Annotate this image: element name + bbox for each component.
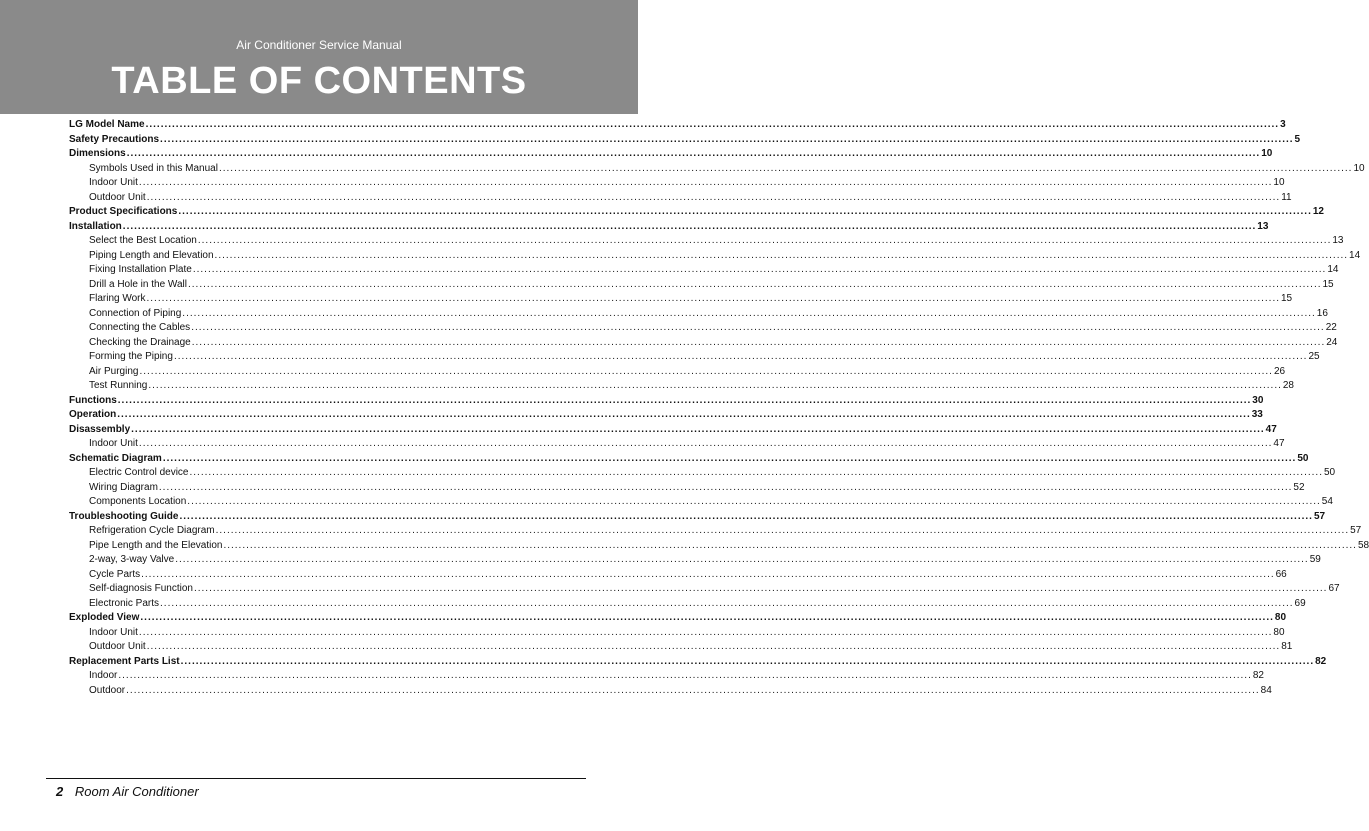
toc-leader-dots: ............................................................................................................................................................................................................................................................................................................ xyxy=(178,206,1312,217)
toc-entry-label: Schematic Diagram xyxy=(69,452,162,464)
toc-leader-dots: ............................................................................................................................................................................................................................................................................................................ xyxy=(138,177,1273,188)
toc-entry-page: 84 xyxy=(1260,684,1272,696)
toc-entry-label: Flaring Work xyxy=(89,293,146,304)
toc-leader-dots: ............................................................................................................................................................................................................................................................................................................ xyxy=(126,684,1260,696)
toc-entry-page: 58 xyxy=(1357,539,1369,551)
toc-entry-label: 2-way, 3-way Valve xyxy=(89,554,175,565)
toc-leader-dots: ............................................................................................................................................................................................................................................................................................................ xyxy=(139,365,1273,377)
toc-entry-label: Connecting the Cables xyxy=(89,322,191,333)
toc-leader-dots: ............................................................................................................................................................................................................................................................................................................ xyxy=(179,510,1313,522)
toc-entry[interactable] xyxy=(69,379,1294,394)
toc-entry-page: 13 xyxy=(1257,220,1269,232)
toc-entry-label: Wiring Diagram xyxy=(89,481,158,493)
toc-entry-label: Electric Control device xyxy=(89,467,189,478)
toc-entry-page: 15 xyxy=(1281,293,1293,304)
toc-entry-label: Cycle Parts xyxy=(89,568,141,580)
header-band xyxy=(0,0,638,114)
toc-leader-dots: ............................................................................................................................................................................................................................................................................................................ xyxy=(215,525,1350,536)
toc-entry-page: 30 xyxy=(1252,394,1264,406)
toc-entry[interactable] xyxy=(69,205,1324,220)
toc-entry[interactable] xyxy=(69,553,1321,568)
toc-entry-label: Installation xyxy=(69,220,122,232)
toc-entry[interactable] xyxy=(69,292,1293,307)
toc-entry-page: 12 xyxy=(1312,206,1324,217)
toc-leader-dots: ............................................................................................................................................................................................................................................................................................................ xyxy=(180,655,1315,667)
toc-entry-page: 82 xyxy=(1315,655,1327,667)
toc-entry-label: Outdoor xyxy=(89,684,126,696)
manual-subtitle: Air Conditioner Service Manual xyxy=(236,38,402,52)
toc-entry-label: Dimensions xyxy=(69,148,126,159)
toc-leader-dots: ............................................................................................................................................................................................................................................................................................................ xyxy=(214,249,1349,261)
toc-leader-dots: ............................................................................................................................................................................................................................................................................................................ xyxy=(189,467,1323,478)
toc-entry-page: 52 xyxy=(1293,481,1305,493)
toc-leader-dots: ............................................................................................................................................................................................................................................................................................................ xyxy=(117,394,1252,406)
toc-entry-page: 3 xyxy=(1280,119,1286,130)
toc-entry-page: 10 xyxy=(1261,148,1273,159)
toc-entry-label: Connection of Piping xyxy=(89,307,182,319)
toc-entry[interactable] xyxy=(69,336,1338,351)
toc-entry-label: Piping Length and Elevation xyxy=(89,249,214,261)
toc-entry-page: 66 xyxy=(1275,568,1287,580)
toc-entry-page: 16 xyxy=(1316,307,1328,319)
toc-leader-dots: ............................................................................................................................................................................................................................................................................................................ xyxy=(182,307,1316,319)
toc-entry[interactable] xyxy=(69,452,1309,467)
toc-entry-page: 50 xyxy=(1297,452,1309,464)
toc-entry-label: Pipe Length and the Elevation xyxy=(89,539,223,551)
toc-entry-page: 80 xyxy=(1274,612,1287,623)
toc-leader-dots: ............................................................................................................................................................................................................................................................................................................ xyxy=(141,568,1275,580)
toc-entry-page: 50 xyxy=(1323,467,1336,478)
toc-entry-label: Components Location xyxy=(89,496,187,507)
toc-entry[interactable] xyxy=(69,568,1287,583)
toc-entry[interactable] xyxy=(69,321,1337,336)
toc-entry-label: Indoor xyxy=(89,670,118,681)
toc-entry-label: Troubleshooting Guide xyxy=(69,510,179,522)
toc-leader-dots: ............................................................................................................................................................................................................................................................................................................ xyxy=(193,583,1328,594)
toc-entry[interactable] xyxy=(69,510,1326,525)
toc-entry-label: Indoor Unit xyxy=(89,626,138,638)
footer-title: Room Air Conditioner xyxy=(74,784,199,799)
toc-entry-page: 54 xyxy=(1321,496,1333,507)
toc-entry[interactable] xyxy=(69,626,1285,641)
toc-entry-label: Self-diagnosis Function xyxy=(89,583,193,594)
toc-entry-page: 33 xyxy=(1251,409,1263,420)
toc-entry-page: 81 xyxy=(1281,641,1293,652)
toc-entry[interactable] xyxy=(69,162,1365,177)
footer-divider xyxy=(46,778,586,779)
toc-entry-label: Product Specifications xyxy=(69,206,178,217)
toc-entry-label: Air Purging xyxy=(89,365,139,377)
toc-entry-page: 10 xyxy=(1273,177,1285,188)
toc-entry[interactable] xyxy=(69,611,1287,626)
toc-leader-dots: ............................................................................................................................................................................................................................................................................................................ xyxy=(175,554,1309,565)
toc-entry-label: Refrigeration Cycle Diagram xyxy=(89,525,215,536)
toc-leader-dots: ............................................................................................................................................................................................................................................................................................................ xyxy=(146,293,1280,304)
toc-leader-dots: ............................................................................................................................................................................................................................................................................................................ xyxy=(131,423,1265,435)
toc-entry[interactable] xyxy=(69,278,1334,293)
toc-entry-label: Outdoor Unit xyxy=(89,191,146,203)
toc-leader-dots: ............................................................................................................................................................................................................................................................................................................ xyxy=(138,438,1273,449)
toc-leader-dots: ............................................................................................................................................................................................................................................................................................................ xyxy=(218,162,1353,174)
footer xyxy=(56,784,199,799)
toc-entry-page: 69 xyxy=(1294,597,1306,609)
toc-entry[interactable] xyxy=(69,408,1263,423)
toc-entry-page: 25 xyxy=(1308,351,1320,362)
toc-entry-page: 10 xyxy=(1353,162,1365,174)
toc-leader-dots: ............................................................................................................................................................................................................................................................................................................ xyxy=(223,539,1357,551)
toc-entry[interactable] xyxy=(69,684,1272,699)
table-of-contents xyxy=(69,118,1369,698)
toc-entry-label: LG Model Name xyxy=(69,119,145,130)
toc-entry-label: Drill a Hole in the Wall xyxy=(89,278,187,290)
toc-entry-label: Replacement Parts List xyxy=(69,655,180,667)
toc-entry-label: Disassembly xyxy=(69,423,131,435)
toc-entry[interactable] xyxy=(69,524,1362,539)
toc-leader-dots: ............................................................................................................................................................................................................................................................................................................ xyxy=(140,612,1274,623)
toc-leader-dots: ............................................................................................................................................................................................................................................................................................................ xyxy=(197,235,1332,246)
toc-entry-page: 82 xyxy=(1252,670,1264,681)
toc-entry[interactable] xyxy=(69,394,1264,409)
toc-entry[interactable] xyxy=(69,423,1277,438)
toc-entry[interactable] xyxy=(69,481,1305,496)
toc-entry-page: 14 xyxy=(1349,249,1361,261)
toc-entry[interactable] xyxy=(69,133,1301,148)
toc-entry[interactable] xyxy=(69,147,1273,162)
toc-entry[interactable] xyxy=(69,495,1333,510)
toc-leader-dots: ............................................................................................................................................................................................................................................................................................................ xyxy=(162,452,1297,464)
toc-leader-dots: ............................................................................................................................................................................................................................................................................................................ xyxy=(118,670,1252,681)
toc-entry-label: Select the Best Location xyxy=(89,235,197,246)
toc-entry-page: 57 xyxy=(1350,525,1362,536)
toc-entry-label: Safety Precautions xyxy=(69,133,160,145)
toc-leader-dots: ............................................................................................................................................................................................................................................................................................................ xyxy=(145,119,1280,130)
toc-entry-page: 59 xyxy=(1309,554,1321,565)
toc-leader-dots: ............................................................................................................................................................................................................................................................................................................ xyxy=(187,496,1321,507)
toc-leader-dots: ............................................................................................................................................................................................................................................................................................................ xyxy=(160,133,1294,145)
footer-page-number: 2 xyxy=(56,784,64,799)
toc-entry-page: 47 xyxy=(1265,423,1277,435)
toc-entry[interactable] xyxy=(69,234,1344,249)
toc-entry[interactable] xyxy=(69,263,1339,278)
toc-entry[interactable] xyxy=(69,539,1369,554)
toc-entry-label: Fixing Installation Plate xyxy=(89,264,192,275)
toc-entry-page: 11 xyxy=(1281,191,1292,203)
toc-entry[interactable] xyxy=(69,350,1320,365)
toc-leader-dots: ............................................................................................................................................................................................................................................................................................................ xyxy=(122,220,1257,232)
toc-entry-label: Checking the Drainage xyxy=(89,336,191,348)
toc-entry-label: Operation xyxy=(69,409,117,420)
toc-entry[interactable] xyxy=(69,466,1336,481)
toc-entry-page: 67 xyxy=(1328,583,1340,594)
toc-entry-label: Functions xyxy=(69,394,117,406)
toc-entry-page: 57 xyxy=(1313,510,1326,522)
toc-entry-label: Indoor Unit xyxy=(89,438,138,449)
toc-entry-page: 24 xyxy=(1326,336,1338,348)
toc-entry-page: 80 xyxy=(1273,626,1285,638)
toc-entry[interactable] xyxy=(69,597,1306,612)
toc-entry[interactable] xyxy=(69,437,1285,452)
toc-entry-label: Exploded View xyxy=(69,612,140,623)
toc-entry-label: Forming the Piping xyxy=(89,351,173,362)
toc-entry-page: 22 xyxy=(1325,322,1337,333)
toc-entry[interactable] xyxy=(69,249,1361,264)
toc-entry-page: 15 xyxy=(1322,278,1334,290)
toc-entry[interactable] xyxy=(69,669,1264,684)
toc-entry-label: Electronic Parts xyxy=(89,597,160,609)
toc-entry[interactable] xyxy=(69,176,1285,191)
toc-entry-label: Indoor Unit xyxy=(89,177,138,188)
toc-leader-dots: ............................................................................................................................................................................................................................................................................................................ xyxy=(160,597,1294,609)
toc-entry[interactable] xyxy=(69,191,1292,206)
toc-entry[interactable] xyxy=(69,655,1327,670)
toc-leader-dots: ............................................................................................................................................................................................................................................................................................................ xyxy=(191,322,1325,333)
toc-entry[interactable] xyxy=(69,307,1328,322)
toc-leader-dots: ............................................................................................................................................................................................................................................................................................................ xyxy=(148,380,1282,391)
toc-entry[interactable] xyxy=(69,582,1340,597)
toc-leader-dots: ............................................................................................................................................................................................................................................................................................................ xyxy=(138,626,1273,638)
toc-entry-page: 26 xyxy=(1273,365,1286,377)
toc-entry-page: 5 xyxy=(1294,133,1301,145)
toc-entry[interactable] xyxy=(69,365,1286,380)
toc-entry-page: 14 xyxy=(1327,264,1339,275)
toc-leader-dots: ............................................................................................................................................................................................................................................................................................................ xyxy=(146,191,1281,203)
page-title: TABLE OF CONTENTS xyxy=(111,60,527,102)
toc-leader-dots: ............................................................................................................................................................................................................................................................................................................ xyxy=(188,278,1322,290)
toc-leader-dots: ............................................................................................................................................................................................................................................................................................................ xyxy=(173,351,1308,362)
toc-leader-dots: ............................................................................................................................................................................................................................................................................................................ xyxy=(191,336,1326,348)
toc-leader-dots: ............................................................................................................................................................................................................................................................................................................ xyxy=(192,264,1327,275)
toc-entry-page: 13 xyxy=(1332,235,1344,246)
toc-entry[interactable] xyxy=(69,118,1286,133)
toc-entry-page: 47 xyxy=(1273,438,1285,449)
toc-leader-dots: ............................................................................................................................................................................................................................................................................................................ xyxy=(146,641,1281,652)
toc-leader-dots: ............................................................................................................................................................................................................................................................................................................ xyxy=(158,481,1293,493)
toc-leader-dots: ............................................................................................................................................................................................................................................................................................................ xyxy=(117,409,1251,420)
toc-entry[interactable] xyxy=(69,640,1293,655)
toc-entry-label: Test Running xyxy=(89,380,148,391)
toc-entry-label: Symbols Used in this Manual xyxy=(89,162,218,174)
toc-entry-page: 28 xyxy=(1282,380,1294,391)
toc-entry-label: Outdoor Unit xyxy=(89,641,146,652)
toc-entry[interactable] xyxy=(69,220,1269,235)
toc-leader-dots: ............................................................................................................................................................................................................................................................................................................ xyxy=(126,148,1261,159)
